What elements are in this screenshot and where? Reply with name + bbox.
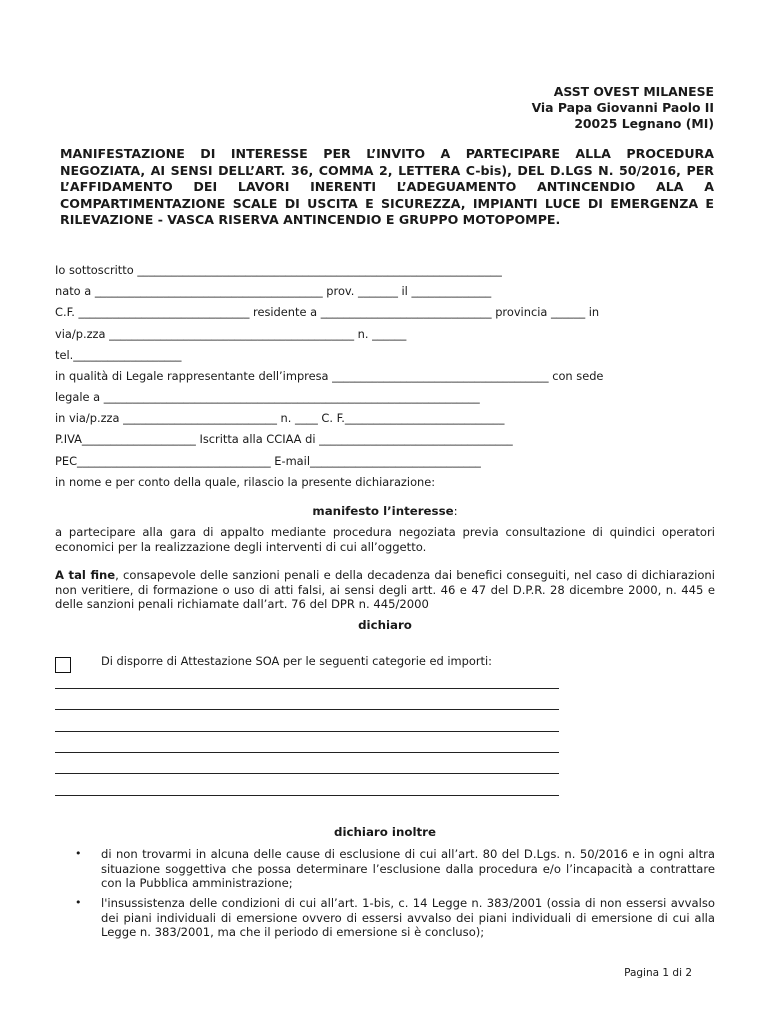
bullet-marker-2: • [75,896,82,909]
tal-fine-text: , consapevole delle sanzioni penali e della decadenza dai benefici conseguiti, nel caso di dichiarazioni non veritiere, di formazione o uso di atti falsi, ai sensi degli artt. 46 e 47 del D.P.R. 28 dicembre 2000, n. 445 e delle sanzioni penali richiamate dall’art. 76 del DPR n. 445/2000 [55,568,715,611]
dichiaro-inoltre-heading: dichiaro inoltre [334,825,436,839]
form-line-pec: PEC__________________________________ E-mail______________________________ [55,454,481,468]
soa-blank-line-3[interactable] [55,731,559,732]
form-line-piva: P.IVA____________________ Iscritta alla CCIAA di __________________________________ [55,432,513,446]
tal-fine-bold: A tal fine [55,568,116,582]
dichiaro-heading: dichiaro [358,618,412,632]
bullet-item-esclusione: di non trovarmi in alcuna delle cause di esclusione di cui all’art. 80 del D.Lgs. n. 50/2016 e in ogni altra situazione soggettiva che possa determinare l’esclusione dalla procedura e/o l’incapacità a contrattare con la Pubblica amministrazione; [101,847,715,890]
soa-checkbox[interactable] [55,657,71,673]
paragraph-gara: a partecipare alla gara di appalto mediante procedura negoziata previa consultazione di quindici operatori economici per la realizzazione degli interventi di cui all’oggetto. [55,525,715,554]
bullet-item-insussistenza: l'insussistenza delle condizioni di cui all’art. 1-bis, c. 14 Legge n. 383/2001 (ossia di non essersi avvalso dei piani individuali di emersione ovvero di essersi avvalso dei piani individuali di emersione di cui alla Legge n. 383/2001, ma che il periodo di emersione si è concluso); [101,896,715,939]
form-line-sottoscritto: Io sottoscritto ________________________________________________________________ [55,263,502,277]
manifesto-heading [0,504,770,518]
soa-blank-line-4[interactable] [55,752,559,753]
form-line-qualita: in qualità di Legale rappresentante dell’impresa ______________________________________ con sede [55,369,604,383]
manifesto-heading-text: manifesto l’interesse [312,504,454,518]
soa-blank-line-2[interactable] [55,709,559,710]
recipient-city: 20025 Legnano (MI) [574,116,714,131]
bullet-marker-1: • [75,847,82,860]
soa-blank-line-1[interactable] [55,688,559,689]
form-line-impresa-via: in via/p.zza ___________________________ n. ____ C. F.____________________________ [55,411,505,425]
form-line-cf-residente: C.F. ______________________________ residente a ______________________________ provincia ______ in [55,305,600,319]
paragraph-tal-fine [55,568,715,612]
soa-blank-line-5[interactable] [55,773,559,774]
soa-blank-line-6[interactable] [55,795,559,796]
manifesto-heading-colon: : [453,504,458,518]
form-line-via: via/p.zza ___________________________________________ n. ______ [55,327,407,341]
form-line-tel: tel.___________________ [55,348,182,362]
page-number: Pagina 1 di 2 [624,967,692,979]
recipient-address [532,84,714,132]
recipient-name: ASST OVEST MILANESE [553,84,714,99]
document-title: MANIFESTAZIONE DI INTERESSE PER L’INVITO A PARTECIPARE ALLA PROCEDURA NEGOZIATA, AI SENSI DELL’ART. 36, COMMA 2, LETTERA C-bis), DEL D.LGS N. 50/2016, PER L’AFFIDAMENTO DEI LAVORI INERENTI L’ADEGUAMENTO ANTINCENDIO ALA A COMPARTIMENTAZIONE SCALE DI USCITA E SICUREZZA, IMPIANTI LUCE DI EMERGENZA E RILEVAZIONE - VASCA RISERVA ANTINCENDIO E GRUPPO MOTOPOMPE. [60,146,714,227]
recipient-street: Via Papa Giovanni Paolo II [531,100,714,115]
form-line-nome-conto: in nome e per conto della quale, rilascio la presente dichiarazione: [55,475,436,489]
soa-label: Di disporre di Attestazione SOA per le seguenti categorie ed importi: [101,654,492,668]
form-line-nato: nato a ________________________________________ prov. _______ il ______________ [55,284,492,298]
form-line-sede-legale: legale a __________________________________________________________________ [55,390,480,404]
